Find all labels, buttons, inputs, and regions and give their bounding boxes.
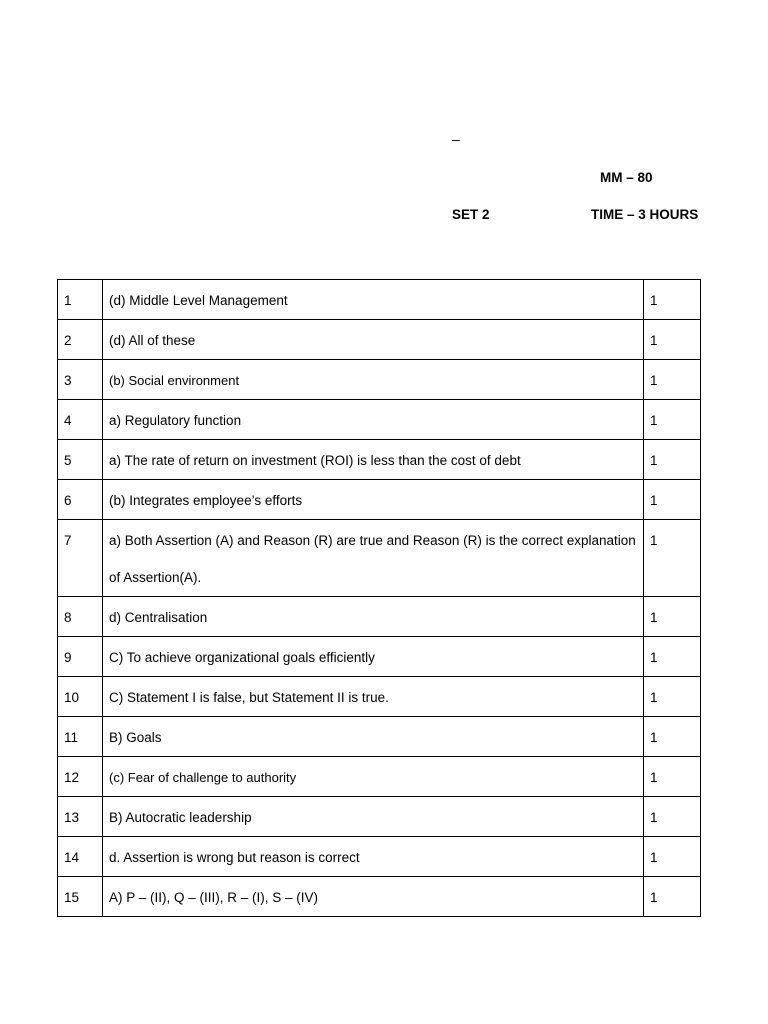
table-row (58, 400, 701, 440)
set-label: SET 2 (452, 207, 490, 222)
table-row (58, 717, 701, 757)
marks-value: 1 (644, 797, 701, 837)
question-number: 9 (58, 637, 103, 677)
question-number: 4 (58, 400, 103, 440)
answer-text: (d) All of these (103, 320, 644, 360)
answer-text: (b) Integrates employee’s efforts (103, 480, 644, 520)
answer-text: (c) Fear of challenge to authority (103, 757, 644, 797)
table-row (58, 877, 701, 917)
header-dash: – (452, 131, 460, 147)
question-number: 5 (58, 440, 103, 480)
marks-value: 1 (644, 440, 701, 480)
marks-value: 1 (644, 837, 701, 877)
marks-value: 1 (644, 637, 701, 677)
table-row (58, 797, 701, 837)
answer-text: B) Autocratic leadership (103, 797, 644, 837)
table-row (58, 757, 701, 797)
answer-text: d) Centralisation (103, 597, 644, 637)
answer-text: a) Regulatory function (103, 400, 644, 440)
table-row (58, 637, 701, 677)
answer-text: C) To achieve organizational goals efficiently (103, 637, 644, 677)
answer-text: a) The rate of return on investment (ROI) is less than the cost of debt (103, 440, 644, 480)
question-number: 1 (58, 280, 103, 320)
table-row (58, 520, 701, 597)
question-number: 10 (58, 677, 103, 717)
marks-value: 1 (644, 717, 701, 757)
answer-text: (b) Social environment (103, 360, 644, 400)
table-row (58, 280, 701, 320)
marks-value: 1 (644, 877, 701, 917)
question-number: 14 (58, 837, 103, 877)
question-number: 8 (58, 597, 103, 637)
question-number: 7 (58, 520, 103, 597)
marks-value: 1 (644, 520, 701, 597)
marks-value: 1 (644, 597, 701, 637)
marks-value: 1 (644, 280, 701, 320)
question-number: 13 (58, 797, 103, 837)
question-number: 6 (58, 480, 103, 520)
answer-text: A) P – (II), Q – (III), R – (I), S – (IV) (103, 877, 644, 917)
question-number: 3 (58, 360, 103, 400)
marks-value: 1 (644, 480, 701, 520)
question-number: 15 (58, 877, 103, 917)
marks-value: 1 (644, 320, 701, 360)
table-row (58, 440, 701, 480)
time-label: TIME – 3 HOURS (591, 207, 699, 222)
table-row (58, 837, 701, 877)
table-row (58, 320, 701, 360)
answer-text: d. Assertion is wrong but reason is correct (103, 837, 644, 877)
answer-text: (d) Middle Level Management (103, 280, 644, 320)
marks-value: 1 (644, 400, 701, 440)
table-row (58, 597, 701, 637)
marks-value: 1 (644, 360, 701, 400)
answer-key-table (57, 279, 701, 917)
marks-value: 1 (644, 677, 701, 717)
table-row (58, 480, 701, 520)
answer-text: B) Goals (103, 717, 644, 757)
question-number: 11 (58, 717, 103, 757)
marks-value: 1 (644, 757, 701, 797)
max-marks: MM – 80 (600, 170, 653, 185)
table-row (58, 677, 701, 717)
table-row (58, 360, 701, 400)
answer-text: a) Both Assertion (A) and Reason (R) are true and Reason (R) is the correct explanation of Assertion(A). (103, 520, 644, 597)
answer-text: C) Statement I is false, but Statement II is true. (103, 677, 644, 717)
question-number: 2 (58, 320, 103, 360)
question-number: 12 (58, 757, 103, 797)
